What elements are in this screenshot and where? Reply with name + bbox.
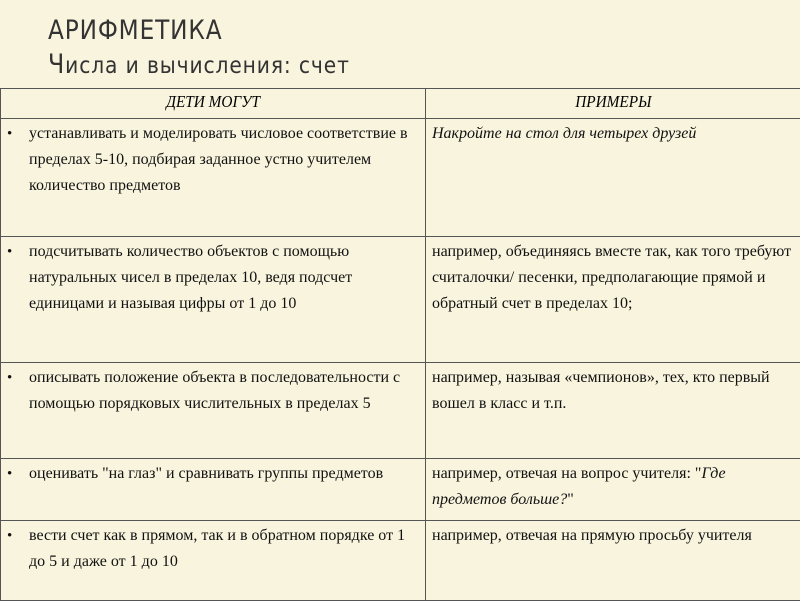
skill-cell bbox=[1, 459, 426, 521]
example-cell bbox=[426, 521, 800, 601]
header-skills: ДЕТИ МОГУТ bbox=[1, 89, 426, 119]
skill-text: вести счет как в прямом, так и в обратном порядке от 1 до 5 и даже от 1 до 10 bbox=[29, 523, 421, 575]
table-row bbox=[1, 119, 800, 237]
table-row bbox=[1, 363, 800, 459]
example-italic-text: Где предметов больше? bbox=[432, 465, 726, 508]
skill-cell bbox=[1, 363, 426, 459]
skill-text: устанавливать и моделировать числовое соответствие в пределах 5-10, подбирая заданное устно учителем количество предметов bbox=[29, 121, 421, 199]
bullet-icon: • bbox=[7, 239, 29, 317]
subtitle-initial: Ч bbox=[48, 49, 65, 80]
skill-cell bbox=[1, 521, 426, 601]
example-text: например, отвечая на прямую просьбу учителя bbox=[432, 527, 752, 544]
example-cell bbox=[426, 459, 800, 521]
bullet-icon: • bbox=[7, 121, 29, 199]
page-title: АРИФМЕТИКА bbox=[48, 14, 343, 48]
subtitle-rest: исла и вычисления: счет bbox=[65, 53, 350, 79]
skill-cell bbox=[1, 119, 426, 237]
example-text: например, называя «чемпионов», тех, кто первый вошел в класс и т.п. bbox=[432, 369, 770, 412]
header-examples: ПРИМЕРЫ bbox=[426, 89, 800, 119]
skill-text: оценивать "на глаз" и сравнивать группы предметов bbox=[29, 461, 421, 487]
example-tail-text: " bbox=[567, 491, 574, 508]
skill-text: подсчитывать количество объектов с помощью натуральных чисел в пределах 10, ведя подсчет единицами и называя цифры от 1 до 10 bbox=[29, 239, 421, 317]
skills-table-wrapper bbox=[0, 88, 800, 600]
example-italic-text: Накройте на стол для четырех друзей bbox=[432, 125, 696, 142]
example-text: например, объединяясь вместе так, как того требуют считалочки/ песенки, предполагающие прямой и обратный счет в пределах 10; bbox=[432, 243, 791, 312]
bullet-icon: • bbox=[7, 523, 29, 575]
skill-cell bbox=[1, 237, 426, 363]
skill-text: описывать положение объекта в последовательности с помощью порядковых числительных в пределах 5 bbox=[29, 365, 421, 417]
bullet-icon: • bbox=[7, 365, 29, 417]
table-header-row bbox=[1, 89, 800, 119]
page-subtitle bbox=[48, 50, 350, 81]
table-row bbox=[1, 521, 800, 601]
example-cell bbox=[426, 237, 800, 363]
skills-table bbox=[0, 88, 800, 601]
table-row bbox=[1, 237, 800, 363]
title-block bbox=[48, 14, 391, 81]
table-row bbox=[1, 459, 800, 521]
example-text: например, отвечая на вопрос учителя: " bbox=[432, 465, 701, 482]
bullet-icon: • bbox=[7, 461, 29, 487]
example-cell bbox=[426, 119, 800, 237]
example-cell bbox=[426, 363, 800, 459]
